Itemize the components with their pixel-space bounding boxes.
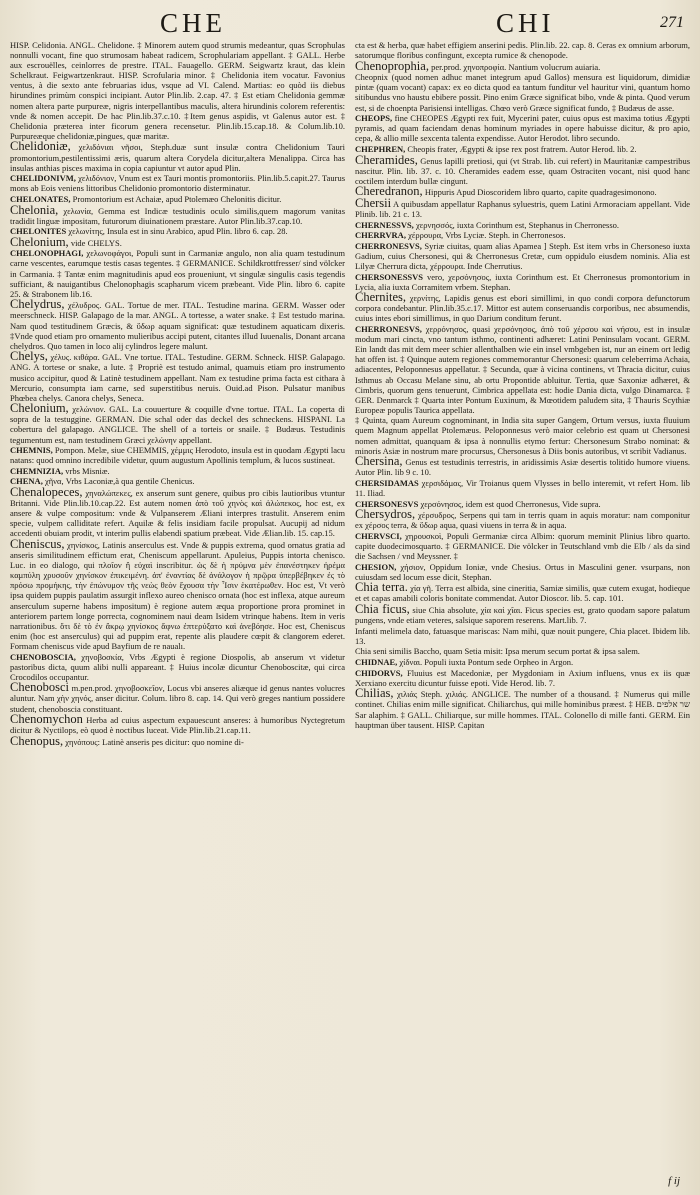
entry-headword: Chia terra. xyxy=(355,580,408,595)
dictionary-entry xyxy=(355,657,690,667)
entry-headword: CHEMNIS, xyxy=(10,445,53,456)
entry-text: χερνησσός, iuxta Corinthum est, Stephanus in Cherronesso. xyxy=(415,219,620,230)
entry-headword: Chernites, xyxy=(355,290,407,305)
dictionary-entry xyxy=(355,195,690,219)
entry-headword: CHERRVRA, xyxy=(355,230,406,241)
entry-text: Chia seni similis Baccho, quam Setia misit: Ipsa merum secum portat & ipsa salem. xyxy=(355,646,640,657)
entry-text: vide CHELYS. xyxy=(70,237,122,248)
dictionary-entry xyxy=(355,478,690,498)
right-column xyxy=(355,40,690,1165)
dictionary-entry xyxy=(355,58,690,73)
entry-text: χέρσυδρος, Serpens qui tam in terris quam in aquis moratur: nam componitur ex χέρσος terra, & ὕδωρ aqua, quasi viuens in terra & in aqua. xyxy=(355,510,690,531)
entry-headword: CHESION, xyxy=(355,561,397,572)
catchword: f ij xyxy=(668,1175,680,1187)
entry-text: χέλυς. κιθάρα. GAL. Vne tortue. ITAL. Testudine. GERM. Schneck. HISP. Galapago. ANG. A tortese or snake, a lute. ‡ Propriè est testudo animal, quamuis etiam pro instrumento musico accipitur, quod & Latinè testudinem appellant. Nam ex testudine prima facta est cithara à Mercurio, consumpta iam carne, sed superstitibus neruis. Ouid.ad Pison. Pulsatur manibus Phœbea chelys. Canora chelys, Seneca. xyxy=(10,352,345,403)
entry-headword: CHERSIDAMAS xyxy=(355,477,419,488)
text-columns xyxy=(10,40,690,1165)
entry-headword: CHERRONESVS, xyxy=(355,240,422,251)
dictionary-entry xyxy=(10,351,345,402)
entry-text: Fluuius est Macedoniæ, per Mygdoniam in Axium influens, vnus ex iis quæ Xerxiano exercitu dicuntur fuisse epoti. Vide Herod. lib. 7. xyxy=(355,667,690,688)
entry-text: χηνοβοσκία, Vrbs Ægypti è regione Diospolis, ab anserum vt videtur pastoribus dicta, quum alibi nulli appareant. ‡ Huius incolæ dicuntur Chenoboscitæ, qui circa Crocodilos occupantur. xyxy=(10,651,345,682)
entry-headword: CHELONOPHAGI, xyxy=(10,248,84,259)
entry-text: cta est & herba, quæ habet effigiem anserini pedis. Plin.lib. 22. cap. 8. Ceras ex omnium arborum, satorumque floribus confingunt, excepta rumice & chenopode. xyxy=(355,40,690,61)
dictionary-entry xyxy=(10,652,345,682)
header-right-word: CHI xyxy=(496,8,555,38)
dictionary-entry xyxy=(355,324,690,415)
entry-text: Pompon. Melæ, siue CHEMMIS, χέμμις Herodoto, insula est in quodam Ægypti lacu natans: quod omnino incredibile videtur, quum augustum Apollinis templum, & lucos sustineat. xyxy=(10,445,345,466)
entry-text: Herba ad cuius aspectum expauescunt anseres: à humoribus Nyctegretum dicitur & Nyctilops, eò quod è noctibus luceat. Vide Plin.lib.21.cap.11. xyxy=(10,715,345,736)
entry-headword: CHEPHREN, xyxy=(355,143,406,154)
entry-headword: CHELIDONIVM, xyxy=(10,173,76,184)
entry-text: χίδναι. Populi iuxta Pontum sede Orpheo in Argon. xyxy=(399,657,574,668)
entry-headword: Chelydrus, xyxy=(10,297,65,312)
entry-headword: Chelonium, xyxy=(10,401,69,416)
dictionary-entry xyxy=(355,241,690,271)
entry-text: Cheopis frater, Ægypti & ipse rex post fratrem. Autor Herod. lib. 2. xyxy=(407,143,637,154)
entry-text: χερνίτης, Lapidis genus est ebori simillimi, in quo condi corpora defunctorum corpora condebantur. Plin.lib.35.c.17. Mittor est autem conseruandis corporibus, nec absumendis, cuius intes ebori simillimus, in quo Darium conditum ferunt. xyxy=(355,293,690,324)
dictionary-entry xyxy=(10,299,345,350)
dictionary-entry xyxy=(10,487,345,538)
entry-text: χέλυδρος. GAL. Tortue de mer. ITAL. Testudine marina. GERM. Wasser oder meerschneck. HISP. Galapago de la mar. ANGL. A tortesse, a water snake. ‡ Est testudo marina. Nam quod testitudinem Græcis, & ὕδωρ aquam significat: quæ testudinem aquaticam dixeris. ‡Vnde quod etiam pro ornamento mulieribus accipi putent, citantes illud Iuuenalis, Donant arcana chelydros. Quo tamen in loco alij cylindros legere malunt. xyxy=(10,300,345,351)
dictionary-entry xyxy=(10,445,345,465)
entry-headword: Chenopus, xyxy=(10,733,64,748)
dictionary-entry xyxy=(355,230,690,240)
entry-text: per.prod. χηνοπροφία. Nantium volucrum auiaria. xyxy=(431,61,601,72)
dictionary-entry xyxy=(10,539,345,651)
entry-headword: Cheredranon, xyxy=(355,184,423,199)
dictionary-entry xyxy=(10,40,345,141)
entry-text: Hippuris Apud Dioscoridem libro quarto, capite quadragesimonono. xyxy=(424,187,657,198)
dictionary-entry xyxy=(355,582,690,603)
dictionary-entry xyxy=(355,509,690,530)
dictionary-entry xyxy=(10,248,345,298)
entry-headword: Chersii xyxy=(355,195,392,210)
entry-text: m.pen.prod. χηνοβοσκεῖον, Locus vbi anseres aliæque id genus nantes volucres aluntur. Nam χὴν χηνός, anser dicitur. Colum. libro 8. cap. 14. Qui verò greges nantium possidere student, chenoboscia constituant. xyxy=(10,683,345,714)
entry-headword: Chia ficus, xyxy=(355,602,410,617)
entry-text: χιλιάς Steph. χιλιάς. ANGLICE. The number of a thousand. ‡ Numerus qui mille continet. Chilias enim mille significat. Chiliarchus, qui mille hominibus præest. ‡ HEB. שר אלפים Sar alaphim. ‡ GALL. Chiliarque, sur mille hommes. ITAL. Colonello di mille fanti. GERM. Ein hauptman über tausent. HISP. Capitan xyxy=(355,689,690,730)
dictionary-entry xyxy=(355,292,690,323)
entry-headword: CHENA, xyxy=(10,476,43,487)
entry-text: χηνίσκος, Latinis anserculus est. Vnde & puppis extrema, quod ornatus gratia ad anseris similitudinem effictum erat, Cheniscum appellarunt. Apuleius, Puppis intorta chenisco. Luc. in eo dialogo, qui πλοῖον ἢ εὐχαὶ inscribitur. ὡς δὲ ἡ πρύμνα μὲν ἐπανέστηκεν ἠρέμα καμπύλη χρυσοῦν χηνίσκον ἐπικειμένη. ἀπ' ἐναντίας δὲ ἀνάλογον ἡ πρῷρα ὑπερβέβηκεν ἐς τὸ πρόσω προμήκης, τὴν ἐπώνυμον τῆς νεὼς θεὸν ἔχουσα τὴν Ἶσιν ἑκατέρωθεν. Hoc est, Vt verò ipsa quidem puppis paulatim assurgit inflexo aureo chenisco ornata (hoc est inflexa, atque aureum anserculum superne habens impositum) è regione autem æqua proportione prora prominet in anteriorem partem longe porrecta, cognominem naui deam Isidem vtrinque habens. Item in veris narrationibus. ὅτι δὲ τὸ ἐν ἄκρῳ χηνίσκος ἄφνω ἐπτερύξατο καὶ ἀνεβόησε. Hoc est, Cheniscus enim (hoc est anserculus) qui ad puppim erat, repente alis plaudere cœpit & clangorem ederet. Formam cheniscus vide apud Bayfium de re naualı. xyxy=(10,540,345,651)
entry-headword: Chenalopeces, xyxy=(10,485,83,500)
entry-text: χελώνιον. GAL. La couuerture & coquille d'vne tortue. ITAL. La coperta di sopra de la testuggine. GERMAN. Die schal oder das deckel des schneckens. HISPANI. La cobertura del galapago. ANGLICE. The shell of a torteis or snaile. ‡ Budæus. Testudinis tegumentum est, nam testudinem Græci χελώνην appellant. xyxy=(10,404,345,445)
entry-text: χερσιδάμας, Vir Troianus quem Vlysses in bello interemit, vt refert Hom. lib 11. Iliad. xyxy=(355,477,690,499)
dictionary-entry xyxy=(355,152,690,186)
dictionary-entry xyxy=(355,626,690,646)
dictionary-entry xyxy=(10,173,345,193)
header-left-word: CHE xyxy=(160,8,226,38)
dictionary-entry xyxy=(10,714,345,735)
entry-text: χελωνοφάγοι, Populi sunt in Carmaniæ angulo, non alia quam testudinum carne vescentes, earumque testis casas tegentes. ‡ GERMANICE. Schildkrottfresser/ sind völcker in Carmania. ‡ Tantæ enim magnitudinis apud eos proueniunt, vt singulæ singulis casis tegendis sufficiant, & nauigantibus Chelonophagis scapharum vicem præbeant. Vide Plin. libro 6. capite 25. & Strabonem lib.16. xyxy=(10,248,345,299)
entry-text: χερρόνησος, quasi χερσόνησος, ἀπὸ τοῦ χέρσου καὶ νήσου, est in insulæ modum mari cincta, vno tantum isthmo, continenti adhæret: Latini Peninsulam vocant. GERM. Ein landt das mit dem meer schier allenthalben wie ein insel vmbgeben ist, nur an einem ort ledig hat offen ist. ‡ Quinque autem regiones commemorantur Chersonesi: quarum celeberrima Achaia, adiacentes, Peloponnesus appellatur. ‡ Secunda, quæ à vicina continens, vt Thracia dicitur, cuius Isthmus ab Occasu Melane sinu, ab ortu Propontide abluitur. Tertia, quæ Saxoniæ adhæret, & Cimbris, quorum gens tenuerunt, Cimbrica appellata est: hodie Dania dicta, vulgo Dinamarca. ‡ GER. Denmarck ‡ Quarta inter Pontum Euxinum, & Mœotidem paludem sita, ‡ Thauris Scythiæ Europeæ populis Taurica appellata. xyxy=(355,324,690,415)
dictionary-entry xyxy=(10,682,345,713)
entry-text: χέρρουρα, Vrbs Lyciæ. Steph. in Cherronesos. xyxy=(408,230,566,241)
entry-headword: Chelonia, xyxy=(10,202,59,217)
dictionary-entry xyxy=(355,456,690,477)
entry-headword: Chenoprophia, xyxy=(355,58,429,73)
dictionary-entry xyxy=(10,234,345,249)
entry-headword: CHEMNIZIA, xyxy=(10,465,64,476)
dictionary-entry xyxy=(355,186,690,197)
entry-text: siue Chia absolute, χία καὶ χῖαι. Ficus species est, grato quodam sapore palatum pungens, vnde etiam veteres, salsique saporem reserens. Mart.lib. 7. xyxy=(355,605,690,626)
dictionary-entry xyxy=(355,646,690,656)
dictionary-entry xyxy=(355,40,690,60)
dictionary-entry xyxy=(355,415,690,455)
entry-headword: CHIDORVS, xyxy=(355,667,403,678)
entry-headword: Chelys, xyxy=(10,349,48,364)
entry-headword: Chilias, xyxy=(355,686,394,701)
entry-headword: Cheramides, xyxy=(355,152,418,167)
entry-text: A quibusdam appellatur Raphanus syluestris, quem Latini Armoraciam appellant. Vide Plinib. lib. 21 c. 13. xyxy=(355,198,690,219)
dictionary-entry xyxy=(355,604,690,625)
entry-text: χερσόνησος, idem est quod Cherronesus, Vide supra. xyxy=(420,498,601,509)
entry-text: Promontorium est Achaiæ, apud Ptolemæo Chelonitis dicitur. xyxy=(72,193,282,204)
dictionary-entry xyxy=(355,72,690,112)
entry-text: Syriæ ciuitas, quam alias Apamea ] Steph. Est item vrbs in Chersoneso iuxta Gadium, cuius Chersonesi, qui & Cherronesus Cretæ, cum oppidulo eiusdem nominis. Alia est Lilyæ Cherrura dicta, χέρρουρα. Inde Cherrutius. xyxy=(355,240,690,271)
entry-headword: Chenobosci xyxy=(10,680,70,695)
entry-text: vrbs Misniæ. xyxy=(65,465,110,476)
page-number: 271 xyxy=(660,14,684,31)
entry-text: Infanti melimela dato, fatuasque mariscas: Nam mihi, quæ nouit pungere, Chia placet. Ibidem lib. 13. xyxy=(355,625,690,646)
entry-headword: CHEOPS, xyxy=(355,113,393,124)
entry-headword: Chenomychon xyxy=(10,712,83,727)
dictionary-entry xyxy=(355,220,690,230)
entry-text: fine CHEOPES Ægypti rex fuit, Mycerini pater, cuius opus est maxima totius Ægypti pyramis, ad quam faciendam denas hominum myriades in opere habuisse dicitur, & pro apio, cepa, & allio mille sexcenta talenta expendisse. Autor Herodot. libro secundo. xyxy=(355,113,690,144)
dictionary-entry xyxy=(10,733,345,748)
dictionary-entry xyxy=(10,141,345,172)
dictionary-entry xyxy=(355,562,690,582)
entry-text: χελιδόνιαι νῆσοι, Steph.duæ sunt insulæ contra Chelidonium Tauri promontorium,pestilentissimi æris, quarum altera Corydela dicitur,altera Menalippa. Circa has insulas anthias pisces maxima in copia capiuntur vt autor apud Plin. xyxy=(10,142,345,173)
entry-headword: CHELONITES xyxy=(10,226,67,237)
entry-text: χελιδόνιον, Vnum est ex Tauri montis promontoriis. Plin.lib.5.capit.27. Taurus mons ab Eois veniens littoribus Chelidonio promontorio disterminatur. xyxy=(10,173,345,194)
entry-headword: Chersydros, xyxy=(355,507,416,522)
entry-headword: Chelidoniæ, xyxy=(10,139,71,154)
entry-headword: CHERRONESVS, xyxy=(355,324,422,335)
entry-headword: Chelonium, xyxy=(10,234,69,249)
entry-text: HISP. Celidonia. ANGL. Chelidone. ‡ Minorem autem quod strumis medeantur, quas Scrophulas nonnulli vocant, fine quo strumosam habeat radicem, Scrophulariam appellant. ‡ GALL. Herbe aux escrouëlles, ceinlorres de prestre. ITAL. Fauagello. GERM. Seigwartz kraut, das klein Schelkraut. Feigwartzenkraut. HISP. Scrofularia minor. ‡ Chelidonia item vocatur. Favonius ventus, à die sexto ante februarias idus, vsque ad VI. Calend. Martias: eo quòd iis diebus hirundines primùm conspici incipiant. Autor Plin.lib. 2.cap. 47. ‡ Est etiam Chelidonia gemmæ nomen altera parte purpureæ, nigris interpellantibus maculis, altera hirundinis colorem referentis: vnde & nomen accepit. De hac Plin.lib.37.c.10. ‡Item genus aspidis, vt Galenus autor est. ‡ Chelidonia præterea inter ficorum genera recensetur. Plin.lib.15.cap.18. & Colum.lib.10. Purpureæque chelidoniæ,pingues, quæ maritæ. xyxy=(10,40,345,141)
entry-text: χελωνίτης, Insula est in sinu Arabico, apud Plin. libro 6. cap. 28. xyxy=(68,226,288,237)
entry-headword: CHENOBOSCIA, xyxy=(10,651,76,662)
entry-text: χία γῆ. Terra est albida, sine cineritia, Samiæ similis, quæ cutem exugat, hodieque et et capas amabili coloris bonitate commendat. Autor Dioscor. lib. 5. cap. 101. xyxy=(355,583,690,604)
entry-text: χηνόπους: Latinè anseris pes dicitur: quo nomine di- xyxy=(65,736,244,747)
entry-headword: CHERSONESSVS xyxy=(355,271,424,282)
dictionary-entry xyxy=(355,272,690,292)
entry-text: χελωνία, Gemma est Indicæ testudinis oculo similis,quem magorum vanitas tradidit linguæ impositam, futurorum diuinationem præstare. Autor Plin.lib.37.cap.10. xyxy=(10,205,345,226)
dictionary-entry xyxy=(10,194,345,204)
entry-text: χηρουσκοὶ, Populi Germaniæ circa Albim: quorum meminit Plinius libro quarto. capite duodecimosquarto. ‡ GERMANICE. Die völcker in Teutschland vmb die Elb / als da sind die Sachsen / vnd Meyssner. ‡ xyxy=(355,530,690,562)
entry-text: χῆνα, Vrbs Laconiæ,à qua gentile Chenicus. xyxy=(44,476,195,487)
entry-text: χήσιον, Oppidum Ioniæ, vnde Chesius. Ortus in Masculini gener. vsurpans, non cuiusdam sed locum esse dicit, Stephan. xyxy=(355,561,690,582)
dictionary-entry xyxy=(10,403,345,444)
entry-text: vero, χερσόνησος, iuxta Corinthum est. Et Cherronesus promontorium in Lycia, alia iuxta Corramitem vrbem. Stephan. xyxy=(355,271,690,292)
dictionary-entry xyxy=(355,668,690,688)
entry-headword: Cheniscus, xyxy=(10,537,65,551)
entry-headword: CHIDNAE, xyxy=(355,657,398,668)
entry-text: ‡ Quinta, quam Aureum cognominant, in India sita super Gangem, Ortum versus, iuxta fluuium quem Magnum appellat Ptolemæus. Peloponnesus verò maior celebrio est quam ut Chersonesi nomen admittat, quanquam & ipsa à nonnullis etymo fertur: Chersonesum Strabo nominat: & minoris Asiæ in nostrum mare procursus, Chersonesus à Diis bonis autoribus, vt scribit Vadianus. xyxy=(355,415,690,456)
left-column xyxy=(10,40,345,1165)
entry-text: Cheopnix (quod nomen adhuc manet integrum apud Gallos) mensura est liquidorum, dimidiæ pintæ (quam vocant) capax: ex eo dicta quod ea tantum funditur vel hauritur vini, quantum homo sitibundus vno haustu ebibere possit. Pino enim Græce significat bibo, vnde & pinta. Quod verum est, si de choenpta Parisiensi intelligas. Chœo verò Græce significat fundo, ‡ Budæus de asse. xyxy=(355,72,690,113)
entry-headword: CHERNESSVS, xyxy=(355,219,414,230)
dictionary-entry xyxy=(355,688,690,729)
entry-text: χηναλώπεκες, ex anserum sunt genere, quibus pro cibis lautioribus vtuntur Britanni. Vide Plin.lib.10.cap.22. Est autem nomen ἀπὸ τοῦ χηνὸς καὶ ἀλώπεκος, hoc est, ex ansere & vulpe compositum: vnde & Vulpanserem Æliani interpres trastulit. Anserem enim specie, vulpem calliditate refert. Aquilæ & felis insidiam facile propulsat. Aucupij ad nidum accedenti obuiam prodit, vt interim pullis elabendi spatium præbeat. Vide Ælian.lib. 15. cap.15. xyxy=(10,488,345,539)
running-header xyxy=(10,6,690,40)
entry-headword: CHERVSCI, xyxy=(355,530,402,541)
entry-headword: CHELONATES, xyxy=(10,193,71,204)
dictionary-entry xyxy=(10,466,345,476)
dictionary-entry xyxy=(10,202,345,226)
dictionary-entry xyxy=(355,113,690,143)
entry-headword: CHERSONESVS xyxy=(355,498,419,509)
entry-text: Genus est testudinis terrestris, in aridissimis Asiæ desertis tolitido humore viuens. Autor Plin. lib 9 c. 10. xyxy=(355,457,690,478)
entry-text: Genus lapilli pretiosi, qui (vt Strab. lib. cui refert) in Mauritaniæ campestribus nascitur. Plin. lib. 37. c. 10. Cheramides eadem esse, quam Ostraciten vocant, nisi quod hanc coctilem interdum bullæ cingunt. xyxy=(355,155,690,186)
dictionary-entry xyxy=(355,531,690,561)
entry-headword: Chersina, xyxy=(355,454,403,469)
